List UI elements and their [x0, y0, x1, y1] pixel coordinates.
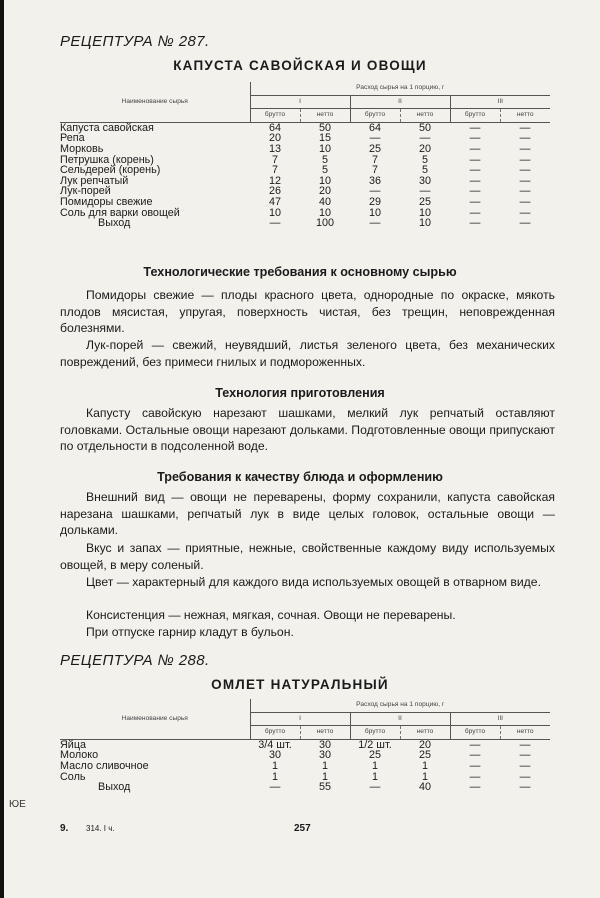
column-header-netto: нетто	[500, 726, 550, 740]
column-header-III: III	[450, 95, 550, 109]
table-cell: 50	[418, 121, 431, 134]
recipe-288-label: РЕЦЕПТУРА № 288.	[60, 652, 210, 669]
table-cell: —	[269, 217, 281, 230]
column-header-netto: нетто	[300, 109, 350, 123]
table-cell: 13	[268, 142, 281, 155]
table-cell: 55	[318, 781, 331, 794]
ingredient-name: Лук-порей	[60, 185, 111, 198]
column-header-group: Расход сырья на 1 порцию, г	[250, 82, 550, 95]
table-cell: —	[469, 770, 481, 783]
ingredient-name: Масло сливочное	[60, 759, 149, 772]
paragraph-color: Цвет — характерный для каждого вида используемых овощей в отварном виде.	[86, 575, 541, 589]
column-header-brutto: брутто	[350, 109, 400, 123]
ingredient-name: Сельдерей (корень)	[60, 164, 161, 177]
table-cell: 20	[318, 185, 331, 198]
column-header-brutto: брутто	[450, 726, 500, 740]
ingredient-name: Репа	[60, 132, 85, 145]
page-number: 257	[294, 823, 311, 834]
ingredient-name: Петрушка (корень)	[60, 153, 154, 166]
table-cell: 7	[371, 153, 378, 166]
ingredient-name: Помидоры свежие	[60, 195, 153, 208]
ingredient-name: Соль	[60, 770, 86, 783]
table-cell: —	[519, 206, 531, 219]
table-cell: —	[419, 132, 431, 145]
table-cell: —	[369, 185, 381, 198]
column-header-I: I	[250, 712, 350, 726]
table-cell: 10	[418, 206, 431, 219]
table-row	[60, 761, 550, 772]
table-cell: —	[519, 132, 531, 145]
column-header-netto: нетто	[300, 726, 350, 740]
table-cell: 25	[418, 749, 431, 762]
table-cell: 47	[268, 195, 281, 208]
ingredient-name: Лук репчатый	[60, 174, 129, 187]
column-header-brutto: брутто	[250, 109, 300, 123]
column-header-name: Наименование сырья	[60, 699, 250, 739]
table-cell: 64	[368, 121, 381, 134]
table-cell: 10	[268, 206, 281, 219]
table-cell: 5	[421, 164, 428, 177]
ingredient-name: Выход	[98, 217, 131, 230]
paragraph-leek: Лук-порей — свежий, неувядший, листья зеленого цвета, без механических повреждений, без примеси гнилых и подмороженных.	[60, 338, 555, 369]
recipe-287-table	[60, 82, 550, 229]
table-cell: —	[469, 206, 481, 219]
table-cell: —	[519, 153, 531, 166]
table-cell: —	[469, 749, 481, 762]
table-cell: 7	[271, 153, 278, 166]
table-cell: 20	[268, 132, 281, 145]
column-header-group: Расход сырья на 1 порцию, г	[250, 699, 550, 712]
paragraph-technology: Капусту савойскую нарезают шашками, мелкий лук репчатый оставляют головками. Остальные овощи нарезают дольками. Подготовленные овощи припускают по отдельности в подсоленной воде.	[60, 406, 555, 454]
table-cell: —	[269, 781, 281, 794]
recipe-288-table	[60, 699, 550, 793]
column-header-II: II	[350, 95, 450, 109]
section-title-technology: Технология приготовления	[215, 386, 385, 400]
ingredient-name: Морковь	[60, 142, 104, 155]
section-title-quality: Требования к качеству блюда и оформлению	[157, 470, 443, 484]
table-cell: 30	[318, 749, 331, 762]
table-cell: 25	[418, 195, 431, 208]
table-cell: 100	[315, 217, 334, 230]
paragraph-taste: Вкус и запах — приятные, нежные, свойственные каждому виду используемых овощей, в меру соленый.	[60, 541, 555, 572]
table-cell: 1	[421, 770, 428, 783]
margin-mark: ЮЕ	[9, 799, 26, 810]
table-cell: —	[519, 121, 531, 134]
table-cell: —	[519, 749, 531, 762]
table-cell: 1	[321, 770, 328, 783]
table-cell: —	[469, 738, 481, 751]
table-cell: —	[519, 142, 531, 155]
table-cell: —	[469, 781, 481, 794]
table-cell: —	[419, 185, 431, 198]
table-cell: 25	[368, 142, 381, 155]
table-cell: —	[469, 153, 481, 166]
table-cell: 10	[418, 217, 431, 230]
column-header-brutto: брутто	[350, 726, 400, 740]
page-edge-shadow	[0, 0, 4, 898]
table-cell: 26	[268, 185, 281, 198]
table-cell: 1	[271, 759, 278, 772]
column-header-III: III	[450, 712, 550, 726]
ingredient-name: Капуста савойская	[60, 121, 154, 134]
column-header-brutto: брутто	[450, 109, 500, 123]
paragraph-tomatoes: Помидоры свежие — плоды красного цвета, однородные по окраске, мякоть плодов мясистая, упругая, поверхность чистая, без трещин, неповрежденная болезнями.	[60, 288, 555, 336]
table-cell: 20	[418, 738, 431, 751]
ingredient-name: Яйца	[60, 738, 87, 751]
table-cell: 30	[318, 738, 331, 751]
table-cell: 25	[368, 749, 381, 762]
table-cell: 15	[318, 132, 331, 145]
table-cell: —	[469, 121, 481, 134]
table-cell: 10	[318, 206, 331, 219]
table-cell: 5	[321, 153, 328, 166]
table-row	[60, 197, 550, 208]
table-cell: 7	[371, 164, 378, 177]
ingredient-name: Выход	[98, 781, 131, 794]
column-header-brutto: брутто	[250, 726, 300, 740]
table-cell: —	[369, 781, 381, 794]
column-header-netto: нетто	[400, 109, 450, 123]
paragraph-appearance: Внешний вид — овощи не переварены, форму сохранили, капуста савойская нарезана шашками, репчатый лук в виде целых головок, остальные овощи — дольками.	[60, 490, 555, 538]
table-cell: 5	[321, 164, 328, 177]
footer-code: 314. I ч.	[86, 824, 115, 833]
table-cell: —	[469, 174, 481, 187]
table-row	[60, 144, 550, 155]
table-cell: —	[519, 174, 531, 187]
table-cell: —	[519, 164, 531, 177]
table-cell: —	[519, 770, 531, 783]
table-cell: 1	[421, 759, 428, 772]
table-cell: 1	[321, 759, 328, 772]
ingredient-name: Молоко	[60, 749, 99, 762]
table-cell: 36	[368, 174, 381, 187]
recipe-287-title: КАПУСТА САВОЙСКАЯ И ОВОЩИ	[173, 58, 427, 73]
table-cell: 64	[268, 121, 281, 134]
table-cell: 3/4 шт.	[258, 738, 292, 751]
table-cell: —	[519, 195, 531, 208]
table-row	[60, 782, 550, 793]
table-cell: 40	[318, 195, 331, 208]
table-cell: 1	[371, 759, 378, 772]
table-cell: —	[469, 164, 481, 177]
table-cell: 50	[318, 121, 331, 134]
recipe-288-title: ОМЛЕТ НАТУРАЛЬНЫЙ	[211, 677, 389, 692]
column-header-II: II	[350, 712, 450, 726]
table-cell: 5	[421, 153, 428, 166]
table-cell: —	[519, 781, 531, 794]
table-cell: 40	[418, 781, 431, 794]
table-cell: —	[469, 759, 481, 772]
table-cell: —	[469, 142, 481, 155]
table-cell: 7	[271, 164, 278, 177]
paragraph-serving: При отпуске гарнир кладут в бульон.	[86, 625, 294, 639]
table-cell: 20	[418, 142, 431, 155]
column-header-netto: нетто	[500, 109, 550, 123]
table-cell: 10	[318, 174, 331, 187]
footer-number: 9.	[60, 823, 69, 834]
table-cell: 30	[418, 174, 431, 187]
column-header-I: I	[250, 95, 350, 109]
table-cell: —	[469, 217, 481, 230]
table-cell: —	[369, 217, 381, 230]
paragraph-consistency: Консистенция — нежная, мягкая, сочная. Овощи не переварены.	[86, 608, 456, 622]
table-cell: 1	[371, 770, 378, 783]
table-cell: —	[369, 132, 381, 145]
column-header-netto: нетто	[400, 726, 450, 740]
table-cell: 10	[318, 142, 331, 155]
table-cell: 10	[368, 206, 381, 219]
table-cell: 12	[268, 174, 281, 187]
table-cell: —	[469, 132, 481, 145]
column-header-name: Наименование сырья	[60, 82, 250, 122]
table-cell: 1	[271, 770, 278, 783]
table-row	[60, 218, 550, 229]
table-cell: 30	[268, 749, 281, 762]
section-title-raw-materials: Технологические требования к основному сырью	[143, 265, 457, 279]
table-cell: 1/2 шт.	[358, 738, 392, 751]
table-cell: —	[519, 217, 531, 230]
table-cell: —	[469, 195, 481, 208]
table-cell: 29	[368, 195, 381, 208]
table-cell: —	[519, 185, 531, 198]
ingredient-name: Соль для варки овощей	[60, 206, 180, 219]
table-cell: —	[519, 759, 531, 772]
table-cell: —	[469, 185, 481, 198]
recipe-287-label: РЕЦЕПТУРА № 287.	[60, 33, 210, 50]
table-cell: —	[519, 738, 531, 751]
